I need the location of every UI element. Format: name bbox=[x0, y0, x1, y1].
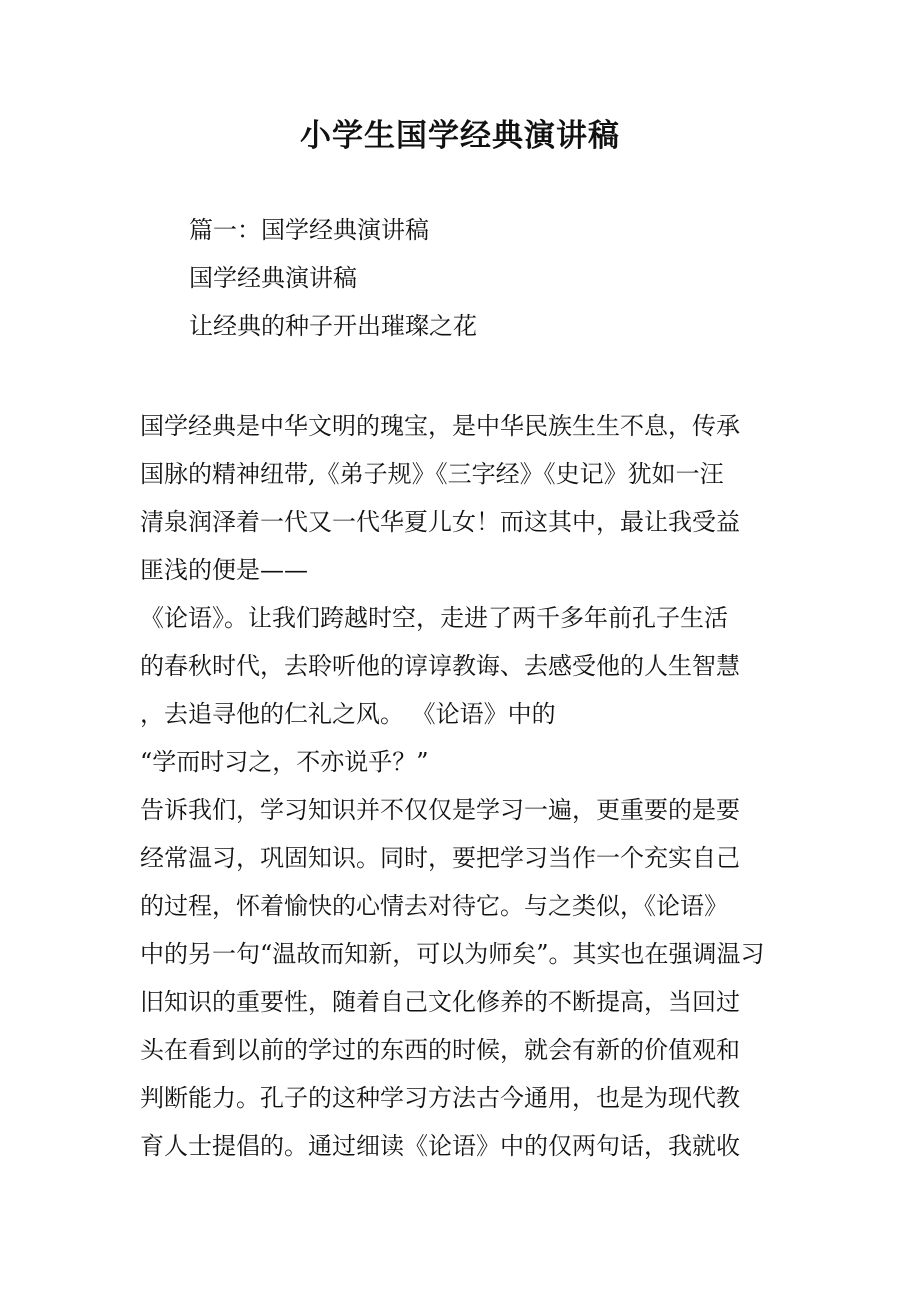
text-line: 旧知识的重要性，随着自己文化修养的不断提高，当回过 bbox=[140, 988, 740, 1016]
text-line: 的过程，怀着愉快的心情去对待它。与之类似，《论语》 bbox=[140, 892, 728, 920]
body-text bbox=[140, 402, 790, 1170]
text-line: 中的另一句“温故而知新，可以为师矣”。其实也在强调温习 bbox=[140, 940, 765, 968]
text-line: 清泉润泽着一代又一代华夏儿女！而这其中，最让我受益 bbox=[140, 508, 740, 536]
speech-subtitle: 让经典的种子开出璀璨之花 bbox=[189, 312, 477, 340]
text-line: 头在看到以前的学过的东西的时候，就会有新的价值观和 bbox=[140, 1036, 740, 1064]
text-line: 《论语》。让我们跨越时空，走进了两千多年前孔子生活 bbox=[140, 604, 728, 632]
document-title: 小学生国学经典演讲稿 bbox=[300, 118, 620, 154]
text-line: 告诉我们，学习知识并不仅仅是学习一遍，更重要的是要 bbox=[140, 796, 740, 824]
text-line: 育人士提倡的。通过细读《论语》中的仅两句话，我就收 bbox=[140, 1132, 740, 1160]
text-line: ，去追寻他的仁礼之风。 《论语》中的 bbox=[140, 700, 556, 728]
text-line: 判断能力。孔子的这种学习方法古今通用，也是为现代教 bbox=[140, 1084, 740, 1112]
text-line: 的春秋时代，去聆听他的谆谆教诲、去感受他的人生智慧 bbox=[140, 652, 740, 680]
text-line: 国学经典是中华文明的瑰宝，是中华民族生生不息，传承 bbox=[140, 412, 740, 440]
text-line: “学而时习之，不亦说乎？” bbox=[140, 748, 429, 776]
speech-title: 国学经典演讲稿 bbox=[189, 264, 357, 292]
section-heading: 篇一：国学经典演讲稿 bbox=[189, 216, 429, 244]
text-line: 经常温习，巩固知识。同时，要把学习当作一个充实自己 bbox=[140, 844, 740, 872]
text-line: 匪浅的便是—— bbox=[140, 556, 308, 584]
text-line: 国脉的精神纽带,《弟子规》《三字经》《史记》犹如一汪 bbox=[140, 460, 724, 488]
